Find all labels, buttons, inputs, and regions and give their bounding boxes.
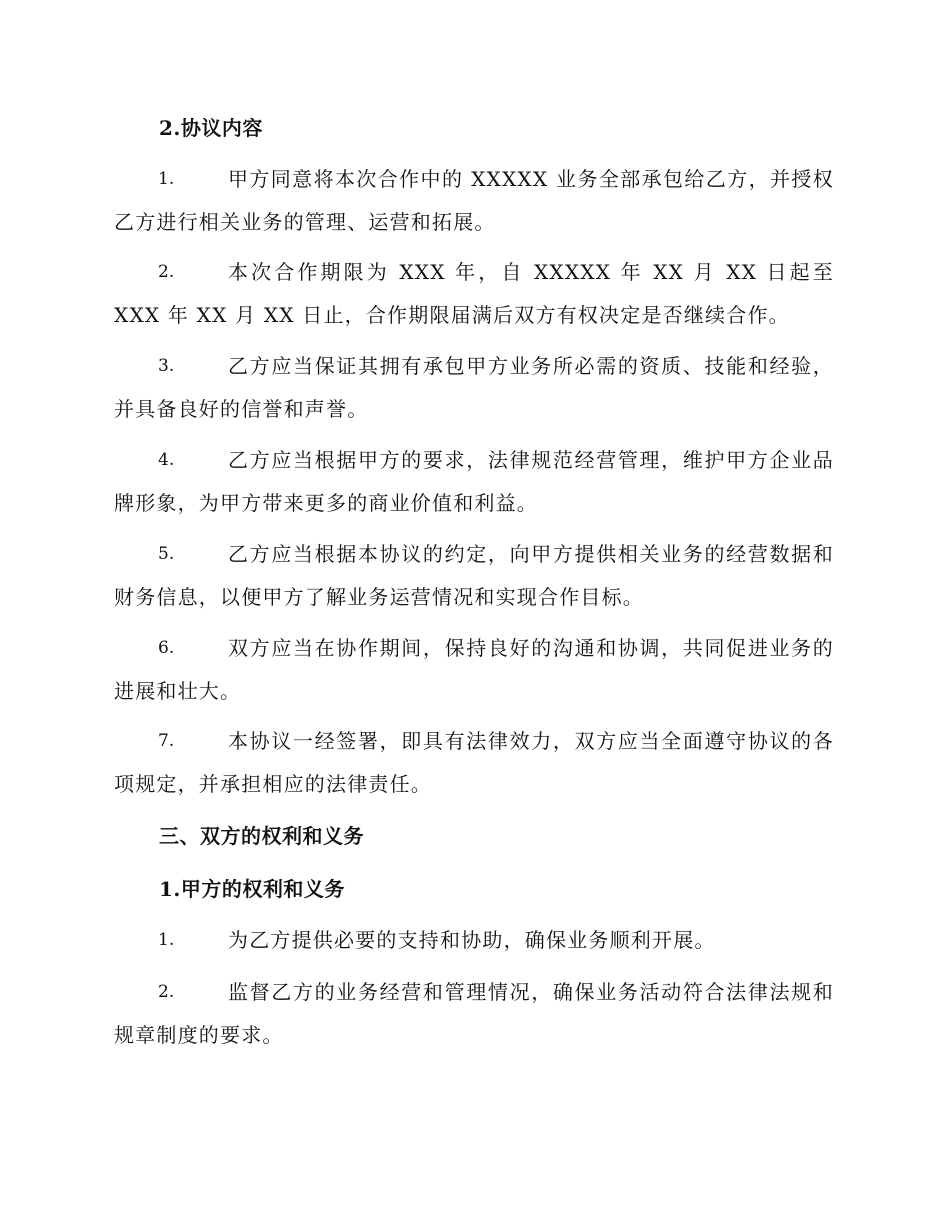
- list-item-number: 4.: [158, 450, 175, 470]
- list-item-text: 监督乙方的业务经营和管理情况，确保业务活动符合法律法规和规章制度的要求。: [114, 980, 834, 1047]
- list-item-text: 本次合作期限为 XXX 年，自 XXXXX 年 XX 月 XX 日起至 XXX 年 XX 月 XX 日止，合作期限届满后双方有权决定是否继续合作。: [114, 260, 834, 327]
- list-item: [114, 251, 834, 337]
- list-item: [114, 345, 834, 431]
- list-item-text: 为乙方提供必要的支持和协助，确保业务顺利开展。: [228, 928, 716, 952]
- list-item-number: 2.: [158, 262, 175, 282]
- list-item: [114, 919, 834, 962]
- list-item: [114, 158, 834, 244]
- list-item: [114, 439, 834, 525]
- list-item-text: 乙方应当根据本协议的约定，向甲方提供相关业务的经营数据和财务信息，以便甲方了解业务运营情况和实现合作目标。: [114, 542, 834, 609]
- section-heading-agreement-content: 2.协议内容: [159, 116, 263, 140]
- list-item-number: 6.: [158, 638, 175, 658]
- list-item-number: 5.: [158, 544, 175, 564]
- list-item-text: 双方应当在协作期间，保持良好的沟通和协调，共同促进业务的进展和壮大。: [114, 636, 834, 703]
- list-item: [114, 627, 834, 713]
- list-item-number: 2.: [158, 982, 175, 1002]
- list-item: [114, 533, 834, 619]
- section-heading-rights-obligations: 三、双方的权利和义务: [159, 824, 364, 848]
- list-item-number: 3.: [158, 356, 175, 376]
- list-item: [114, 971, 834, 1057]
- list-item-number: 1.: [158, 930, 175, 950]
- list-item-text: 本协议一经签署，即具有法律效力，双方应当全面遵守协议的各项规定，并承担相应的法律责任。: [114, 729, 834, 796]
- list-item-text: 乙方应当根据甲方的要求，法律规范经营管理，维护甲方企业品牌形象，为甲方带来更多的商业价值和利益。: [114, 448, 834, 515]
- list-item-text: 甲方同意将本次合作中的 XXXXX 业务全部承包给乙方，并授权乙方进行相关业务的管理、运营和拓展。: [114, 167, 834, 234]
- list-item: [114, 720, 834, 806]
- list-item-number: 1.: [158, 169, 175, 189]
- list-item-text: 乙方应当保证其拥有承包甲方业务所必需的资质、技能和经验，并具备良好的信誉和声誉。: [114, 354, 834, 421]
- list-item-number: 7.: [158, 731, 175, 751]
- subsection-heading-party-a: 1.甲方的权利和义务: [159, 877, 345, 901]
